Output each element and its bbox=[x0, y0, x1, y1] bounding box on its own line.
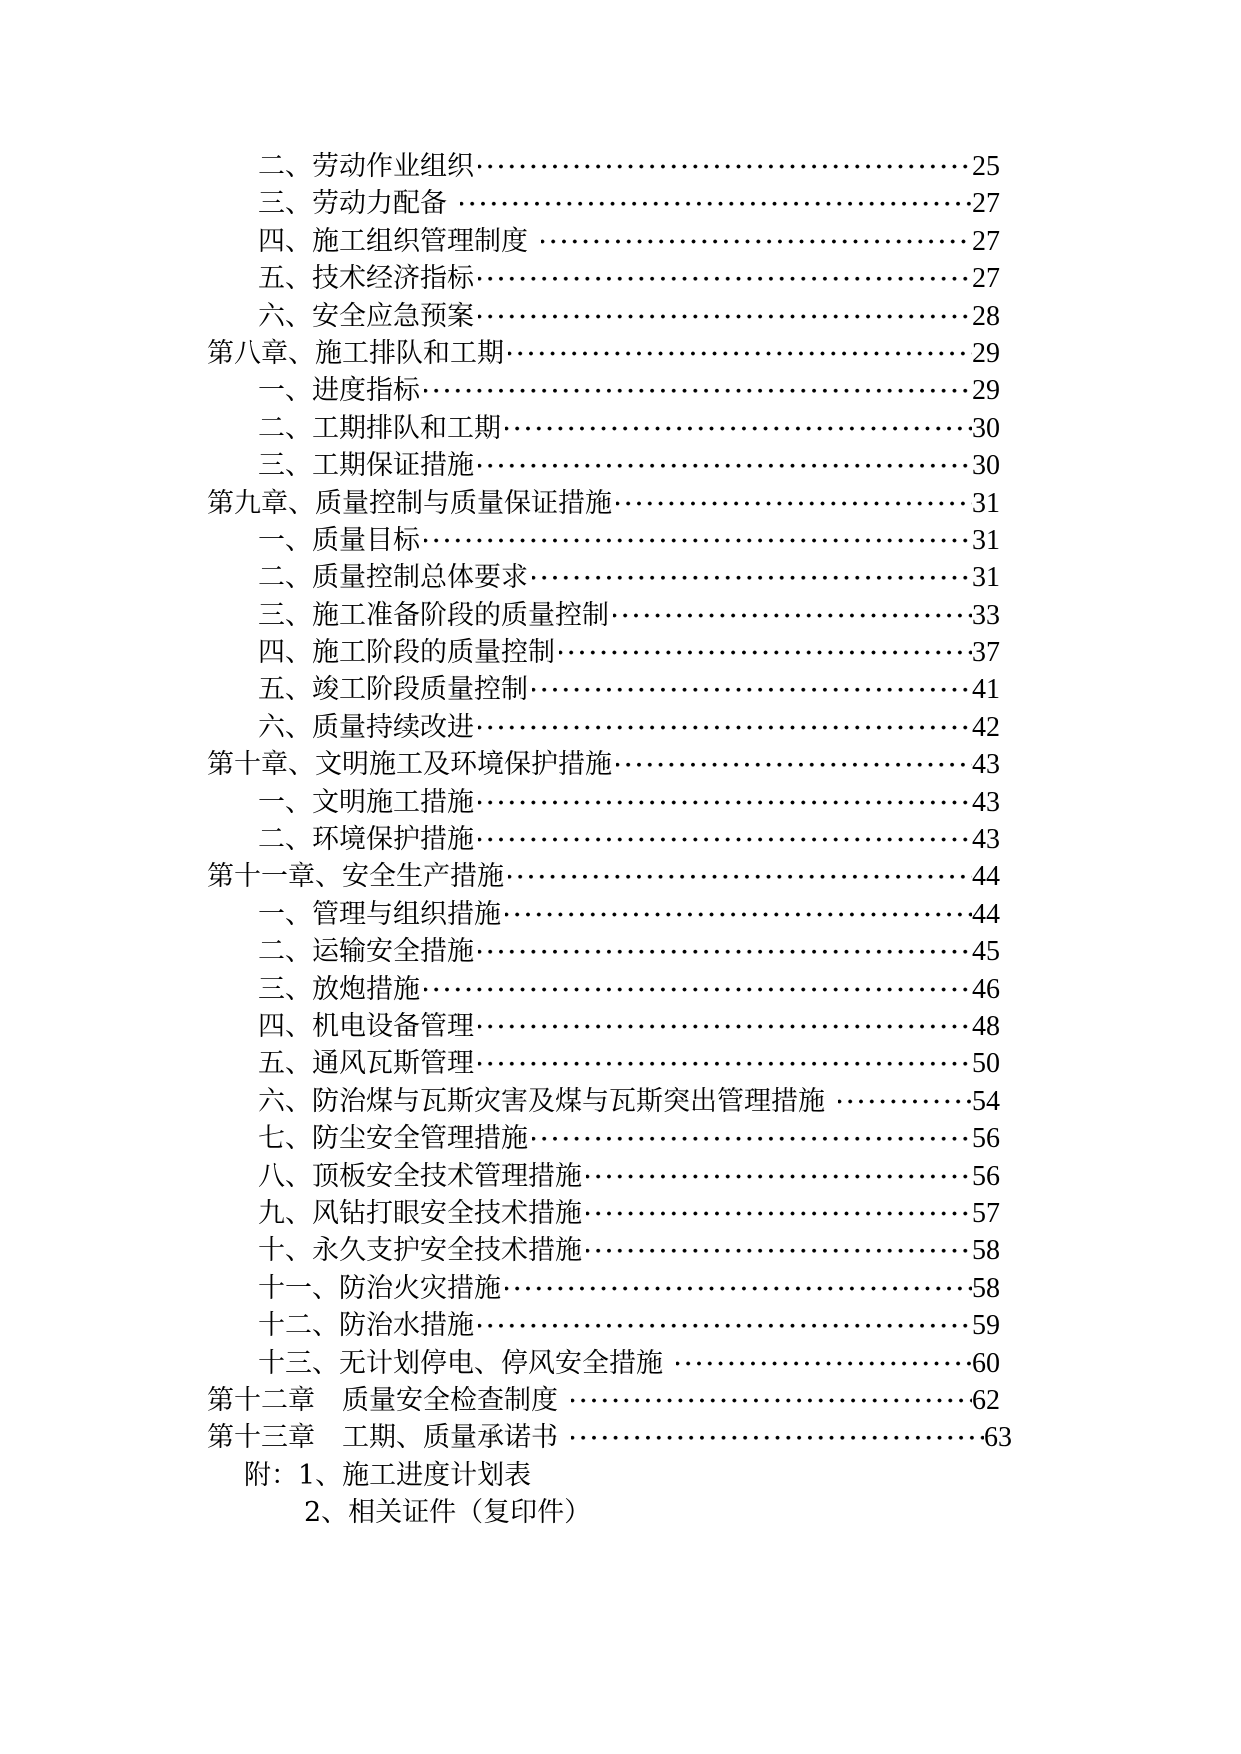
toc-entry-title: 七、防尘安全管理措施 bbox=[258, 1120, 532, 1157]
toc-section-entry[interactable] bbox=[0, 1083, 1241, 1120]
toc-leader-dots bbox=[537, 223, 972, 260]
toc-entry-title: 二、环境保护措施 bbox=[258, 821, 478, 858]
toc-page-number: 31 bbox=[972, 485, 1000, 522]
toc-section-entry[interactable] bbox=[0, 148, 1241, 185]
toc-leader-dots bbox=[567, 1382, 972, 1419]
toc-leader-dots bbox=[582, 1195, 972, 1232]
toc-section-entry[interactable] bbox=[0, 410, 1241, 447]
toc-entry-title: 二、运输安全措施 bbox=[258, 933, 478, 970]
toc-entry-title: 二、劳动作业组织 bbox=[258, 148, 478, 185]
toc-leader-dots bbox=[474, 1307, 972, 1344]
toc-page-number: 58 bbox=[972, 1232, 1000, 1269]
toc-leader-dots bbox=[672, 1345, 972, 1382]
toc-entry-title: 十、永久支护安全技术措施 bbox=[258, 1232, 586, 1269]
toc-leader-dots bbox=[504, 858, 972, 895]
table-of-contents bbox=[0, 148, 1241, 1531]
toc-page-number: 30 bbox=[972, 447, 1000, 484]
toc-chapter-entry[interactable] bbox=[0, 485, 1241, 522]
toc-section-entry[interactable] bbox=[0, 223, 1241, 260]
toc-page-number: 43 bbox=[972, 821, 1000, 858]
toc-leader-dots bbox=[528, 1120, 972, 1157]
toc-section-entry[interactable] bbox=[0, 784, 1241, 821]
toc-entry-title: 三、工期保证措施 bbox=[258, 447, 478, 484]
toc-entry-title: 十三、无计划停电、停风安全措施 bbox=[258, 1345, 676, 1382]
toc-leader-dots bbox=[474, 933, 972, 970]
toc-section-entry[interactable] bbox=[0, 1345, 1241, 1382]
toc-entry-title: 一、管理与组织措施 bbox=[258, 896, 505, 933]
toc-page-number: 62 bbox=[972, 1382, 1000, 1419]
toc-entry-title: 十一、防治火灾措施 bbox=[258, 1270, 505, 1307]
appendix-line-2 bbox=[0, 1494, 1241, 1531]
toc-page-number: 60 bbox=[972, 1345, 1000, 1382]
toc-entry-title: 第十二章 质量安全检查制度 bbox=[207, 1382, 571, 1419]
toc-section-entry[interactable] bbox=[0, 1270, 1241, 1307]
toc-leader-dots bbox=[834, 1083, 972, 1120]
toc-entry-title: 八、顶板安全技术管理措施 bbox=[258, 1158, 586, 1195]
toc-section-entry[interactable] bbox=[0, 447, 1241, 484]
toc-section-entry[interactable] bbox=[0, 1120, 1241, 1157]
toc-chapter-entry[interactable] bbox=[0, 858, 1241, 895]
toc-page-number: 45 bbox=[972, 933, 1000, 970]
toc-page-number: 27 bbox=[972, 260, 1000, 297]
toc-page-number: 37 bbox=[972, 634, 1000, 671]
toc-leader-dots bbox=[420, 971, 972, 1008]
toc-entry-title: 第九章、质量控制与质量保证措施 bbox=[207, 485, 616, 522]
toc-entry-title: 十二、防治水措施 bbox=[258, 1307, 478, 1344]
toc-entry-title: 四、施工组织管理制度 bbox=[258, 223, 541, 260]
toc-leader-dots bbox=[474, 821, 972, 858]
toc-entry-title: 一、进度指标 bbox=[258, 372, 424, 409]
toc-leader-dots bbox=[501, 896, 972, 933]
toc-section-entry[interactable] bbox=[0, 1307, 1241, 1344]
toc-entry-title: 六、安全应急预案 bbox=[258, 298, 478, 335]
toc-page-number: 28 bbox=[972, 298, 1000, 335]
toc-section-entry[interactable] bbox=[0, 298, 1241, 335]
appendix-text: 附：1、施工进度计划表 bbox=[244, 1459, 532, 1491]
toc-page-number: 29 bbox=[972, 372, 1000, 409]
toc-leader-dots bbox=[612, 746, 972, 783]
toc-section-entry[interactable] bbox=[0, 559, 1241, 596]
toc-leader-dots bbox=[474, 447, 972, 484]
toc-entry-title: 第十三章 工期、质量承诺书 bbox=[207, 1419, 571, 1456]
toc-entry-title: 三、劳动力配备 bbox=[258, 185, 460, 222]
toc-leader-dots bbox=[474, 260, 972, 297]
toc-leader-dots bbox=[582, 1158, 972, 1195]
toc-page-number: 44 bbox=[972, 896, 1000, 933]
toc-section-entry[interactable] bbox=[0, 1045, 1241, 1082]
toc-page-number: 30 bbox=[972, 410, 1000, 447]
toc-entry-title: 二、质量控制总体要求 bbox=[258, 559, 532, 596]
toc-page-number: 46 bbox=[972, 971, 1000, 1008]
toc-chapter-entry[interactable] bbox=[0, 1419, 1241, 1456]
toc-chapter-entry[interactable] bbox=[0, 335, 1241, 372]
toc-leader-dots bbox=[456, 185, 972, 222]
toc-chapter-entry[interactable] bbox=[0, 1382, 1241, 1419]
toc-entry-title: 六、防治煤与瓦斯灾害及煤与瓦斯突出管理措施 bbox=[258, 1083, 838, 1120]
toc-leader-dots bbox=[501, 1270, 972, 1307]
toc-leader-dots bbox=[504, 335, 972, 372]
toc-section-entry[interactable] bbox=[0, 372, 1241, 409]
toc-leader-dots bbox=[420, 372, 972, 409]
toc-page-number: 41 bbox=[972, 671, 1000, 708]
toc-page-number: 57 bbox=[972, 1195, 1000, 1232]
toc-section-entry[interactable] bbox=[0, 1232, 1241, 1269]
toc-leader-dots bbox=[474, 1045, 972, 1082]
toc-entry-title: 第十章、文明施工及环境保护措施 bbox=[207, 746, 616, 783]
toc-chapter-entry[interactable] bbox=[0, 746, 1241, 783]
toc-leader-dots bbox=[582, 1232, 972, 1269]
toc-section-entry[interactable] bbox=[0, 671, 1241, 708]
toc-leader-dots bbox=[567, 1419, 984, 1456]
toc-entry-title: 三、施工准备阶段的质量控制 bbox=[258, 597, 613, 634]
toc-leader-dots bbox=[474, 148, 972, 185]
toc-section-entry[interactable] bbox=[0, 634, 1241, 671]
toc-leader-dots bbox=[501, 410, 972, 447]
toc-page-number: 43 bbox=[972, 746, 1000, 783]
toc-page-number: 31 bbox=[972, 522, 1000, 559]
toc-section-entry[interactable] bbox=[0, 821, 1241, 858]
toc-section-entry[interactable] bbox=[0, 1008, 1241, 1045]
toc-leader-dots bbox=[474, 709, 972, 746]
toc-page-number: 33 bbox=[972, 597, 1000, 634]
toc-entry-title: 五、技术经济指标 bbox=[258, 260, 478, 297]
toc-section-entry[interactable] bbox=[0, 896, 1241, 933]
toc-entry-title: 第十一章、安全生产措施 bbox=[207, 858, 508, 895]
toc-leader-dots bbox=[474, 784, 972, 821]
toc-page-number: 44 bbox=[972, 858, 1000, 895]
toc-leader-dots bbox=[612, 485, 972, 522]
toc-entry-title: 一、文明施工措施 bbox=[258, 784, 478, 821]
toc-page-number: 56 bbox=[972, 1158, 1000, 1195]
toc-section-entry[interactable] bbox=[0, 185, 1241, 222]
toc-entry-title: 二、工期排队和工期 bbox=[258, 410, 505, 447]
toc-page-number: 29 bbox=[972, 335, 1000, 372]
appendix-line-1 bbox=[0, 1457, 1241, 1494]
toc-leader-dots bbox=[474, 298, 972, 335]
toc-section-entry[interactable] bbox=[0, 597, 1241, 634]
toc-page-number: 56 bbox=[972, 1120, 1000, 1157]
toc-section-entry[interactable] bbox=[0, 522, 1241, 559]
toc-page-number: 48 bbox=[972, 1008, 1000, 1045]
toc-leader-dots bbox=[474, 1008, 972, 1045]
toc-leader-dots bbox=[609, 597, 972, 634]
toc-section-entry[interactable] bbox=[0, 709, 1241, 746]
toc-entry-title: 三、放炮措施 bbox=[258, 971, 424, 1008]
toc-page-number: 58 bbox=[972, 1270, 1000, 1307]
toc-section-entry[interactable] bbox=[0, 1195, 1241, 1232]
toc-entry-title: 九、风钻打眼安全技术措施 bbox=[258, 1195, 586, 1232]
appendix-text: 2、相关证件（复印件） bbox=[304, 1497, 592, 1529]
toc-leader-dots bbox=[528, 559, 972, 596]
toc-leader-dots bbox=[528, 671, 972, 708]
toc-entry-title: 四、施工阶段的质量控制 bbox=[258, 634, 559, 671]
toc-section-entry[interactable] bbox=[0, 933, 1241, 970]
toc-entry-title: 五、通风瓦斯管理 bbox=[258, 1045, 478, 1082]
toc-page-number: 43 bbox=[972, 784, 1000, 821]
toc-page-number: 54 bbox=[972, 1083, 1000, 1120]
toc-page-number: 59 bbox=[972, 1307, 1000, 1344]
toc-leader-dots bbox=[420, 522, 972, 559]
toc-section-entry[interactable] bbox=[0, 260, 1241, 297]
toc-entry-title: 六、质量持续改进 bbox=[258, 709, 478, 746]
toc-section-entry[interactable] bbox=[0, 1158, 1241, 1195]
toc-list bbox=[0, 148, 1241, 1457]
toc-page-number: 27 bbox=[972, 223, 1000, 260]
toc-entry-title: 一、质量目标 bbox=[258, 522, 424, 559]
toc-entry-title: 五、竣工阶段质量控制 bbox=[258, 671, 532, 708]
toc-page-number: 27 bbox=[972, 185, 1000, 222]
toc-entry-title: 第八章、施工排队和工期 bbox=[207, 335, 508, 372]
toc-page-number: 31 bbox=[972, 559, 1000, 596]
toc-page-number: 50 bbox=[972, 1045, 1000, 1082]
toc-page-number: 63 bbox=[984, 1419, 1012, 1456]
toc-leader-dots bbox=[555, 634, 972, 671]
toc-entry-title: 四、机电设备管理 bbox=[258, 1008, 478, 1045]
toc-page-number: 25 bbox=[972, 148, 1000, 185]
toc-section-entry[interactable] bbox=[0, 971, 1241, 1008]
toc-page-number: 42 bbox=[972, 709, 1000, 746]
